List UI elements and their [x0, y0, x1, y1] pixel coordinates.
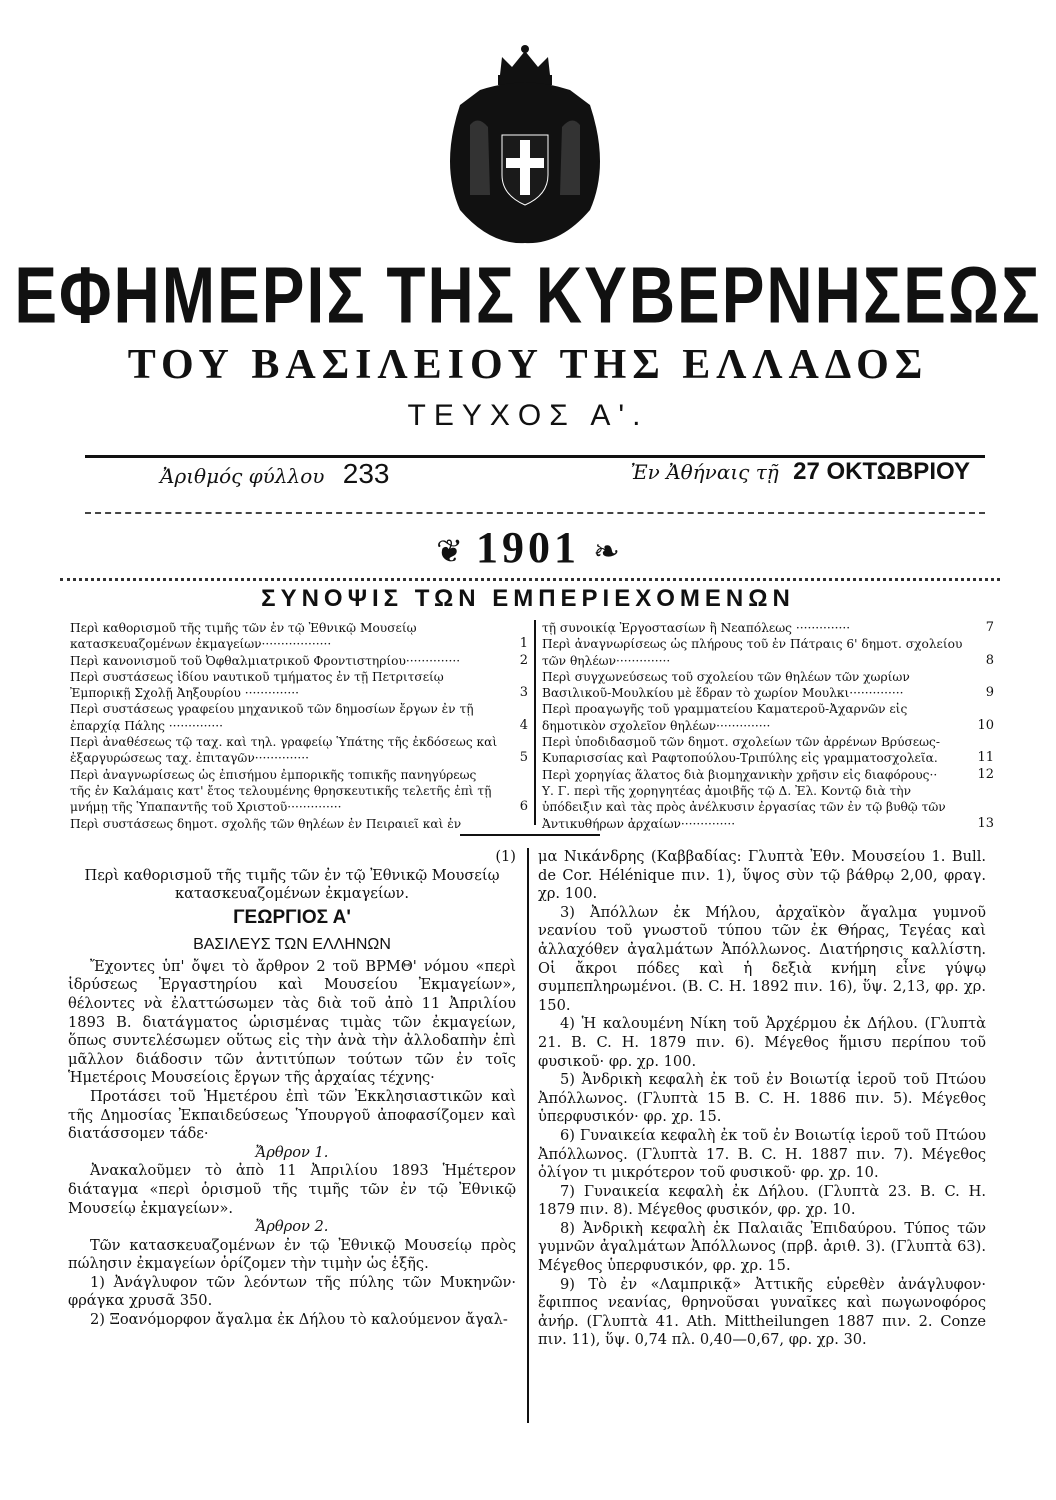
- right-ornament-icon: ❧: [593, 532, 620, 570]
- toc-entry: Περὶ ἀναγνωρίσεως ὡς πλήρους τοῦ ἐν Πάτραις 6' δημοτ. σχολείου τῶν θηλέων·············· 8: [542, 637, 994, 668]
- issue-date: 27 ΟΚΤΩΒΡΙΟΥ: [793, 458, 970, 485]
- article-text: Τῶν κατασκευαζομένων ἐν τῷ Ἐθνικῷ Μουσείῳ πρὸς πώλησιν ἐκμαγείων ὁρίζομεν τὴν τιμὴν ὡς ἑξῆς.: [68, 1236, 516, 1273]
- sheet-label: Ἀριθμός φύλλου: [160, 464, 325, 488]
- price-item-continued: μα Νικάνδρης (Καββαδίας: Γλυπτὰ Ἐθν. Μουσείου 1. Bull. de Cor. Hélénique πιν. 1), ὕψος σὺν τῷ βάθρῳ 2,00, φραγ. χρ. 100.: [538, 848, 986, 903]
- toc-entry: Περὶ κανονισμοῦ τοῦ Ὀφθαλμιατρικοῦ Φροντιστηρίου·············· 2: [70, 652, 528, 668]
- toc-entry: Περὶ καθορισμοῦ τῆς τιμῆς τῶν ἐν τῷ Ἐθνικῷ Μουσείῳ κατασκευαζομένων ἐκμαγείων·················· 1: [70, 621, 528, 652]
- toc-divider: [534, 620, 536, 825]
- issue-year: 1901: [476, 523, 580, 572]
- preamble-paragraph: Προτάσει τοῦ Ἡμετέρου ἐπὶ τῶν Ἐκκλησιαστικῶν καὶ τῆς Δημοσίας Ἐκπαιδεύσεως Ὑπουργοῦ ἀποφασίζομεν καὶ διατάσσομεν τάδε·: [68, 1087, 516, 1143]
- price-item: 6) Γυναικεία κεφαλὴ ἐκ τοῦ ἐν Βοιωτίᾳ ἱεροῦ τοῦ Πτώου Ἀπόλλωνος. (Γλυπτὰ 17. B. C. H. 1887 πιν. 7). Μέγεθος ὀλίγον τι μικρότερον τοῦ φυσικοῦ· φρ. χρ. 10.: [538, 1126, 986, 1182]
- section-rule: [460, 834, 600, 836]
- toc-entry: Περὶ προαγωγῆς τοῦ γραμματείου Καματεροῦ-Ἀχαρνῶν εἰς δημοτικὸν σχολεῖον θηλέων·············· 10: [542, 702, 994, 733]
- price-item: 1) Ἀνάγλυφον τῶν λεόντων τῆς πύλης τῶν Μυκηνῶν· φράγκα χρυσᾶ 350.: [68, 1273, 516, 1310]
- toc-left-column: [70, 620, 528, 832]
- preamble-paragraph: Ἔχοντες ὑπ' ὄψει τὸ ἄρθρον 2 τοῦ ΒΡΜΘ' νόμου «περὶ ἱδρύσεως Ἐργαστηρίου καὶ Μουσείου Ἐκμαγείων», θέλοντες νὰ ἐλαττώσωμεν τὰς διὰ τοῦ ἀπὸ 11 Ἀπριλίου 1893 Β. διατάγματος ὡρισμένας τιμὰς τῶν ἐκμαγείων, ὅπως συντελέσωμεν οὕτως εἰς τὴν ἀνὰ τὴν ἀλλοδαπὴν ἐπὶ μᾶλλον διάδοσιν τῶν ἀντιτύπων τούτων τῶν ἐν τοῖς Ἡμετέροις Μουσείοις ἔργων τῆς ἀρχαίας τέχνης·: [68, 957, 516, 1087]
- gazette-subtitle: ΤΟΥ ΒΑΣΙΛΕΙΟΥ ΤΗΣ ΕΛΛΑΔΟΣ: [127, 342, 929, 388]
- toc-entry: Περὶ ἀναθέσεως τῷ ταχ. καὶ τηλ. γραφείῳ Ὑπάτης τῆς ἐκδόσεως καὶ ἐξαργυρώσεως ταχ. ἐπιταγῶν·············· 5: [70, 735, 528, 766]
- price-item: 7) Γυναικεία κεφαλὴ ἐκ Δήλου. (Γλυπτὰ 23. B. C. H. 1879 πιν. 8). Μέγεθος φυσικόν, φρ. χρ. 10.: [538, 1182, 986, 1219]
- issue-series: ΤΕΥΧΟΣ Α'.: [407, 399, 649, 432]
- year-row: [0, 522, 1056, 573]
- article-heading: Ἄρθρον 1.: [255, 1143, 329, 1161]
- column-divider: [527, 848, 529, 1423]
- toc-entry: Περὶ χορηγίας ἅλατος διὰ βιομηχανικὴν χρῆσιν εἰς διαφόρους·· 12: [542, 766, 994, 782]
- price-item: 3) Ἀπόλλων ἐκ Μήλου, ἀρχαϊκὸν ἄγαλμα γυμνοῦ νεανίου τοῦ γνωστοῦ τύπου τῶν ἐκ Θήρας, Τεγέας καὶ ἀλλαχόθεν ἀγαλμάτων Ἀπόλλωνος. Διατήρησις καλλίστη. Οἱ ἄκροι πόδες καὶ ἡ δεξιὰ κνήμη εἶνε γύψῳ συμπεπληρωμένοι. (B. C. H. 1892 πιν. 16), ὕψ. 2,13, φρ. χρ. 150.: [538, 903, 986, 1014]
- year-rule: [60, 578, 1000, 581]
- toc-entry: Περὶ συστάσεως δημοτ. σχολῆς τῶν θηλέων ἐν Πειραιεῖ καὶ ἐν: [70, 816, 462, 831]
- price-item: 5) Ἀνδρικὴ κεφαλὴ ἐκ τοῦ ἐν Βοιωτίᾳ ἱεροῦ τοῦ Πτώου Ἀπόλλωνος. (Γλυπτὰ 15 B. C. H. 1886 πιν. 5). Μέγεθος ὑπερφυσικόν· φρ. χρ. 15.: [538, 1071, 986, 1126]
- price-item: 8) Ἀνδρικὴ κεφαλὴ ἐκ Παλαιᾶς Ἐπιδαύρου. Τύπος τῶν γυμνῶν ἀγαλμάτων Ἀπόλλωνος (πρβ. ἀριθ. 3). (Γλυπτὰ 63). Μέγεθος ὑπερφυσικόν, φρ. χρ. 15.: [538, 1219, 986, 1275]
- toc-entry: Περὶ ἀναγνωρίσεως ὡς ἐπισήμου ἐμπορικῆς τοπικῆς πανηγύρεως τῆς ἐν Καλάμαις κατ' ἔτος τελουμένης θρησκευτικῆς τελετῆς ἐπὶ τῇ μνήμῃ τῆς Ὑπαπαντῆς τοῦ Χριστοῦ·············· 6: [70, 767, 528, 815]
- body-right-column: [538, 848, 986, 1350]
- toc-entry: Περὶ ὑποδιδασμοῦ τῶν δημοτ. σχολείων τῶν ἀρρένων Βρύσεως-Κυπαρισσίας καὶ Ραφτοπούλου-Τριπύλης εἰς γραμματοσχολεῖα. 11: [542, 735, 994, 766]
- article-text: Ἀνακαλοῦμεν τὸ ἀπὸ 11 Ἀπριλίου 1893 Ἡμέτερον διάταγμα «περὶ ὁρισμοῦ τῆς τιμῆς τῶν ἐν τῷ Ἐθνικῷ Μουσείῳ ἐκμαγείων».: [68, 1162, 516, 1217]
- issue-info-row: [80, 458, 980, 498]
- king-title: ΒΑΣΙΛΕΥΣ ΤΩΝ ΕΛΛΗΝΩΝ: [193, 935, 391, 953]
- king-name: ΓΕΩΡΓΙΟΣ Α': [233, 906, 351, 928]
- price-item: 4) Ἡ καλουμένη Νίκη τοῦ Ἀρχέρμου ἐκ Δήλου. (Γλυπτὰ 21. B. C. H. 1879 πιν. 6). Μέγεθος ἥμισυ περίπου τοῦ φυσικοῦ· φρ. χρ. 100.: [538, 1015, 986, 1070]
- toc-right-column: [542, 620, 994, 832]
- toc-entry: Υ. Γ. περὶ τῆς χορηγητέας ἀμοιβῆς τῷ Δ. Ἐλ. Κοντῷ διὰ τὴν ὑπόδειξιν καὶ τὰς πρὸς ἀνέλκυσιν ἐργασίας τῶν ἐν τῷ βυθῷ τῶν Ἀντικυθήρων ἀρχαίων·············· 13: [542, 783, 994, 831]
- body-left-column: [68, 848, 516, 1330]
- article-heading: Ἄρθρον 2.: [255, 1218, 329, 1236]
- date-rule: [85, 512, 985, 514]
- date-info: [631, 458, 970, 486]
- left-ornament-icon: ❦: [436, 532, 463, 570]
- sheet-info: [160, 458, 389, 490]
- gazette-title: ΕΦΗΜΕΡΙΣ ΤΗΣ ΚΥΒΕΡΝΗΣΕΩΣ: [14, 250, 1042, 340]
- toc-entry: Περὶ συστάσεως ἰδίου ναυτικοῦ τμήματος ἐν τῇ Πετριτσείῳ Ἐμπορικῇ Σχολῇ Ἀηξουρίου ·············· 3: [70, 669, 528, 701]
- toc-entry: Περὶ συγχωνεύσεως τοῦ σχολείου τῶν θηλέων τῶν χωρίων Βασιλικοῦ-Μουλκίου μὲ ἕδραν τὸ χωρίον Μουλκι·············· 9: [542, 669, 994, 701]
- decree-number: (1): [495, 848, 516, 865]
- sheet-number: 233: [342, 458, 390, 489]
- royal-coat-of-arms-icon: [440, 45, 610, 245]
- decree-title: Περὶ καθορισμοῦ τῆς τιμῆς τῶν ἐν τῷ Ἐθνικῷ Μουσείῳ κατασκευαζομένων ἐκμαγείων.: [84, 866, 500, 903]
- toc-entry: Περὶ συστάσεως γραφείου μηχανικοῦ τῶν δημοσίων ἔργων ἐν τῇ ἐπαρχίᾳ Πάλης ·············· 4: [70, 702, 528, 733]
- place-label: Ἐν Ἀθήναις τῇ: [630, 460, 779, 484]
- price-item: 2) Ξοανόμορφον ἄγαλμα ἐκ Δήλου τὸ καλούμενον ἄγαλ-: [90, 1311, 508, 1329]
- price-item: 9) Τὸ ἐν «Λαμπρικᾷ» Ἀττικῆς εὑρεθὲν ἀνάγλυφον· ἔφιππος νεανίας, θρηνοῦσαι γυναῖκες καὶ πωγωνοφόρος ἀνήρ. (Γλυπτὰ 41. Ath. Mittheilungen 1887 πιν. 2. Conze πιν. 11), ὕψ. 0,74 πλ. 0,40—0,67, φρ. χρ. 30.: [538, 1275, 986, 1349]
- toc-title: ΣΥΝΟΨΙΣ ΤΩΝ ΕΜΠΕΡΙΕΧΟΜΕΝΩΝ: [261, 585, 795, 612]
- toc-entry: τῇ συνοικίᾳ Ἐργοστασίων ἢ Νεαπόλεως ·············· 7: [542, 620, 994, 635]
